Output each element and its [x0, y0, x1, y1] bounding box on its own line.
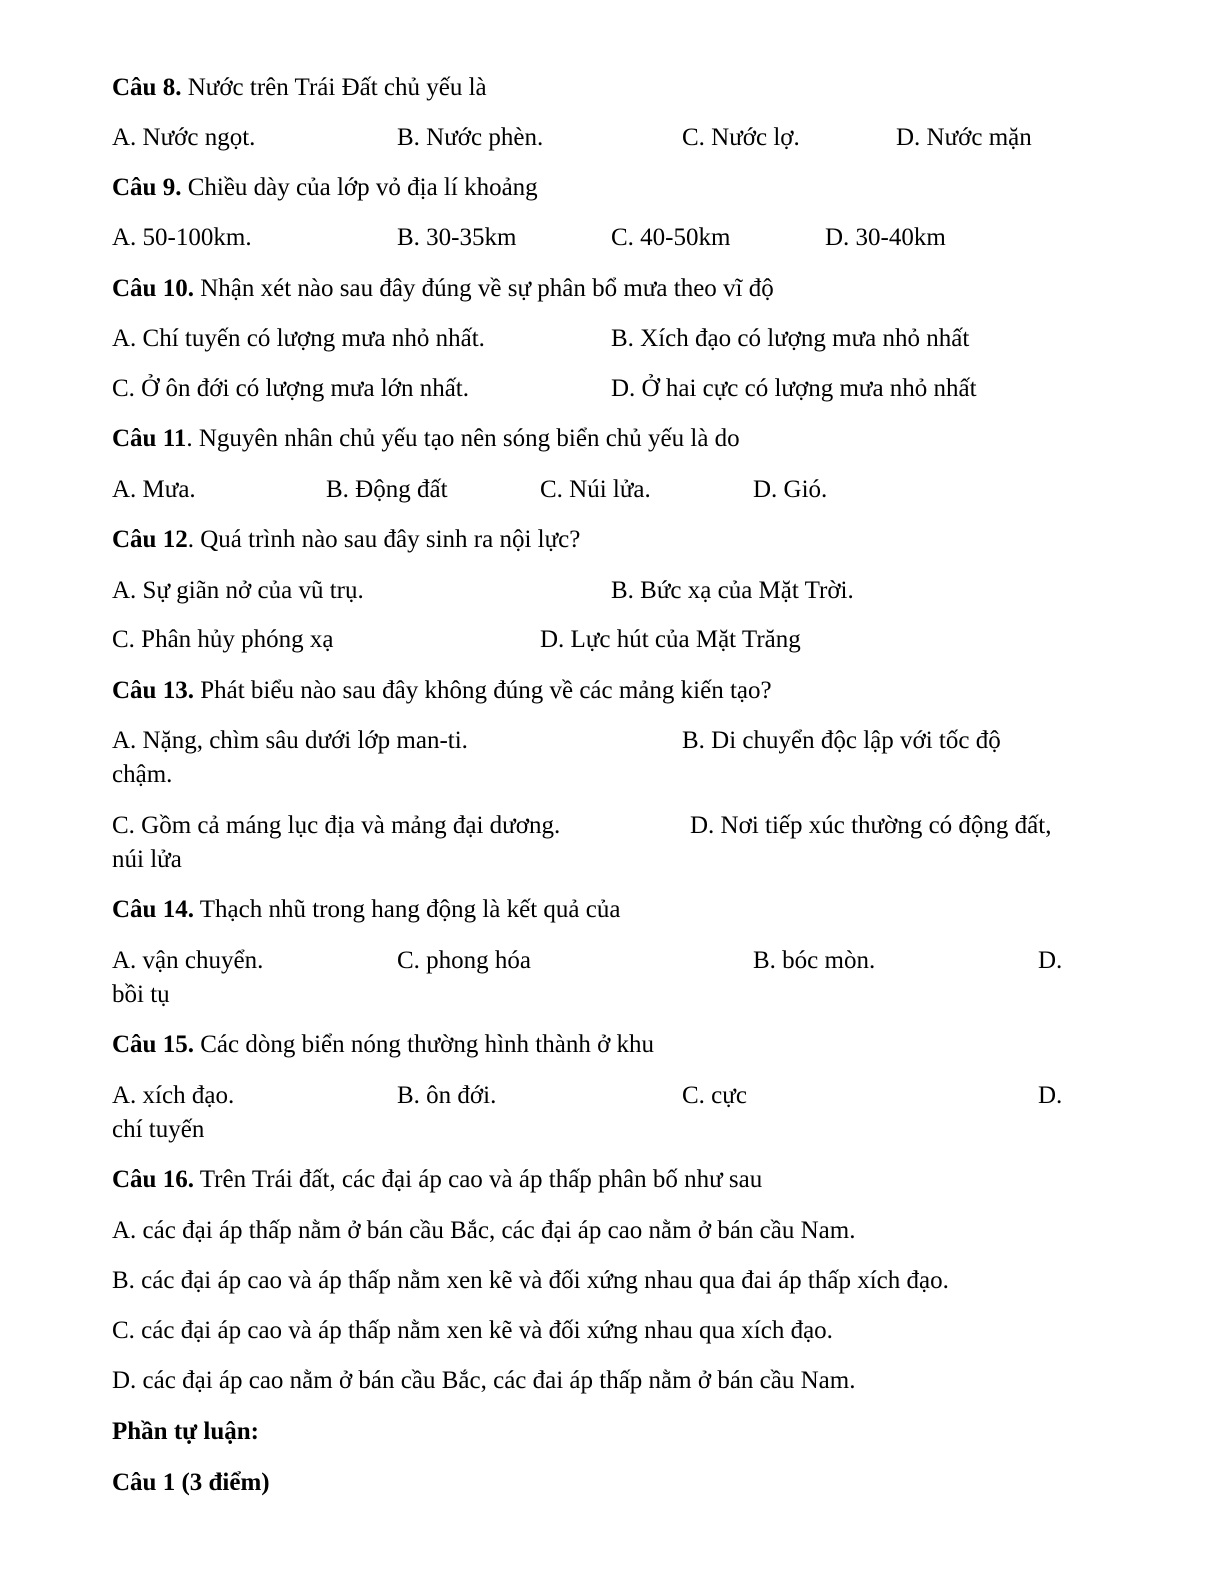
question-9: [112, 171, 538, 205]
option-c: C. các đại áp cao và áp thấp nằm xen kẽ và đối xứng nhau qua xích đạo.: [112, 1317, 833, 1344]
option-d: D. Nước mặn: [896, 124, 1032, 151]
question-text: Chiều dày của lớp vỏ địa lí khoảng: [181, 174, 538, 201]
option-b: B. ôn đới.: [397, 1082, 497, 1109]
option-b-continued: chậm.: [112, 761, 173, 788]
question-number: Câu 14.: [112, 896, 194, 923]
option-a: A. vận chuyển.: [112, 947, 264, 974]
question-text: . Quá trình nào sau đây sinh ra nội lực?: [187, 526, 581, 553]
question-text: Nhận xét nào sau đây đúng về sự phân bổ mưa theo vĩ độ: [193, 275, 774, 302]
question-16: [112, 1163, 762, 1197]
question-14: [112, 893, 620, 927]
question-15: [112, 1028, 654, 1062]
option-b: B. Di chuyển độc lập với tốc độ: [682, 727, 1001, 754]
question-text: Trên Trái đất, các đại áp cao và áp thấp phân bố như sau: [193, 1166, 763, 1193]
option-d: D. Ở hai cực có lượng mưa nhỏ nhất: [611, 375, 977, 402]
option-a: A. Nước ngọt.: [112, 124, 256, 151]
option-d: D. Gió.: [753, 476, 828, 503]
option-c: C. Núi lửa.: [540, 476, 651, 503]
option-c: C. cực: [682, 1082, 747, 1109]
question-text: Thạch nhũ trong hang động là kết quả của: [193, 896, 621, 923]
option-c: C. 40-50km: [611, 224, 731, 251]
question-number: Câu 11: [112, 425, 187, 452]
question-number: Câu 16.: [112, 1166, 194, 1193]
option-a: A. Mưa.: [112, 476, 196, 503]
option-d: D.: [1038, 1082, 1063, 1109]
option-c: C. Phân hủy phóng xạ: [112, 626, 334, 653]
option-c: C. Ở ôn đới có lượng mưa lớn nhất.: [112, 375, 470, 402]
question-8: [112, 71, 487, 105]
question-13: [112, 674, 772, 708]
question-text: Các dòng biển nóng thường hình thành ở khu: [193, 1031, 655, 1058]
option-b: B. Động đất: [326, 476, 448, 503]
question-text: . Nguyên nhân chủ yếu tạo nên sóng biển chủ yếu là do: [186, 425, 740, 452]
option-a: A. Nặng, chìm sâu dưới lớp man-ti.: [112, 727, 468, 754]
question-number: Câu 8.: [112, 74, 182, 101]
question-number: Câu 15.: [112, 1031, 194, 1058]
option-c: C. Gồm cả máng lục địa và mảng đại dương.: [112, 812, 561, 839]
option-c: C. Nước lợ.: [682, 124, 800, 151]
question-text: Phát biểu nào sau đây không đúng về các mảng kiến tạo?: [193, 677, 772, 704]
question-11: [112, 422, 740, 456]
option-d: D. Lực hút của Mặt Trăng: [540, 626, 801, 653]
option-b: B. 30-35km: [397, 224, 517, 251]
option-b: B. các đại áp cao và áp thấp nằm xen kẽ và đối xứng nhau qua đai áp thấp xích đạo.: [112, 1267, 949, 1294]
option-d-continued: bồi tụ: [112, 981, 170, 1008]
option-b: B. Xích đạo có lượng mưa nhỏ nhất: [611, 325, 970, 352]
question-text: Nước trên Trái Đất chủ yếu là: [181, 74, 487, 101]
option-a: A. Chí tuyến có lượng mưa nhỏ nhất.: [112, 325, 485, 352]
option-a: A. các đại áp thấp nằm ở bán cầu Bắc, các đại áp cao nằm ở bán cầu Nam.: [112, 1217, 856, 1244]
option-a: A. xích đạo.: [112, 1082, 235, 1109]
question-number: Câu 9.: [112, 174, 182, 201]
essay-heading: Phần tự luận:: [112, 1418, 259, 1445]
question-10: [112, 272, 774, 306]
option-a: A. 50-100km.: [112, 224, 252, 251]
option-d: D.: [1038, 947, 1063, 974]
option-b: B. bóc mòn.: [753, 947, 876, 974]
essay-question-1: Câu 1 (3 điểm): [112, 1469, 270, 1496]
option-c: C. phong hóa: [397, 947, 532, 974]
option-d: D. Nơi tiếp xúc thường có động đất,: [690, 812, 1052, 839]
option-a: A. Sự giãn nở của vũ trụ.: [112, 577, 364, 604]
question-12: [112, 523, 580, 557]
option-d: D. 30-40km: [825, 224, 946, 251]
question-number: Câu 12: [112, 526, 188, 553]
question-number: Câu 13.: [112, 677, 194, 704]
question-number: Câu 10.: [112, 275, 194, 302]
option-d: D. các đại áp cao nằm ở bán cầu Bắc, các đai áp thấp nằm ở bán cầu Nam.: [112, 1367, 856, 1394]
option-d-continued: chí tuyến: [112, 1116, 205, 1143]
option-b: B. Bức xạ của Mặt Trời.: [611, 577, 854, 604]
option-b: B. Nước phèn.: [397, 124, 544, 151]
option-d-continued: núi lửa: [112, 846, 182, 873]
